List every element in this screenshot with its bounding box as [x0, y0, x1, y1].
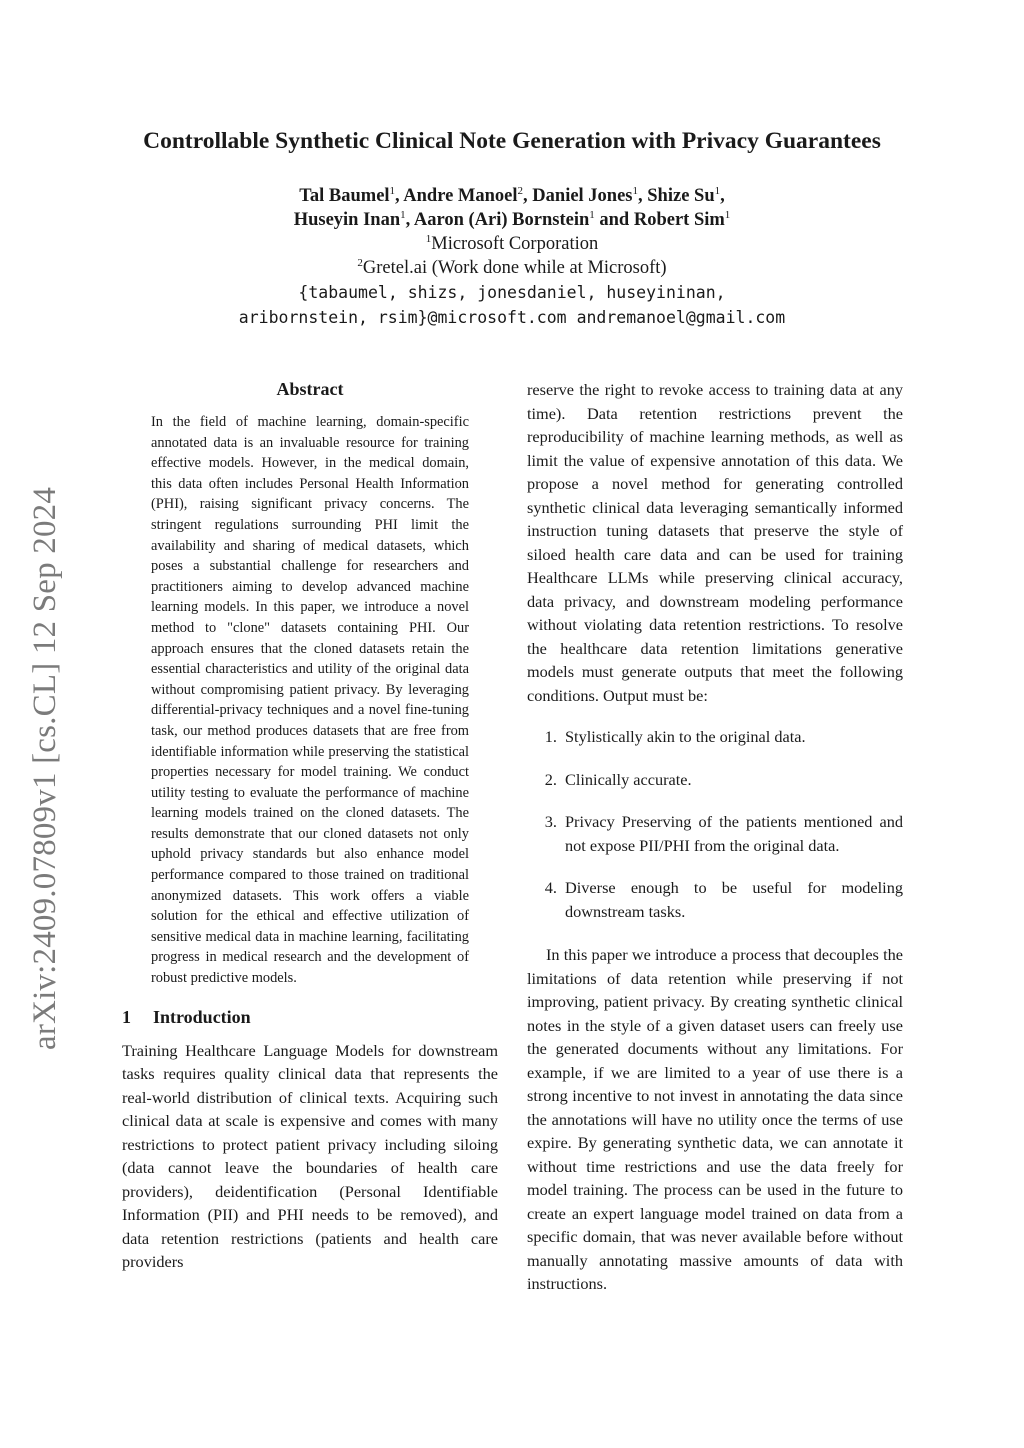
conditions-list	[527, 725, 903, 923]
paper-title: Controllable Synthetic Clinical Note Generation with Privacy Guarantees	[143, 128, 881, 154]
author-line-2	[0, 208, 1024, 232]
author-name: Andre Manoel	[403, 186, 518, 206]
author-sep: ,	[523, 186, 533, 206]
section-title: Introduction	[153, 1006, 251, 1027]
intro-paragraph-2: In this paper we introduce a process that decouples the limitations of data retention while preserving if not improving, patient privacy. By creating synthetic clinical notes in the style of a given dataset users can freely use the generated documents without any limitations. For example, if we are limited to a year of use there is a strong incentive to not invest in annotating the data since the annotations will have no utility once the terms of use expire. By generating synthetic data, we can annotate it without time restrictions and use the data freely for model training. The process can be used in the future to create an expert language model trained on data from a specific domain, that was never available before without manually annotating massive amounts of data with instructions.	[527, 945, 903, 1293]
author-sup: 1	[389, 185, 396, 197]
list-item	[527, 725, 903, 749]
author-name: Daniel Jones	[532, 186, 633, 206]
author-sep: and	[594, 210, 634, 230]
author-sep: ,	[405, 210, 414, 230]
arxiv-side-stamp: arXiv:2409.07809v1 [cs.CL] 12 Sep 2024	[27, 486, 63, 1050]
list-number: 1.	[544, 727, 557, 746]
affiliation-text: Gretel.ai (Work done while at Microsoft)	[362, 258, 667, 278]
author-name: Shize Su	[647, 186, 715, 206]
author-sup: 1	[724, 209, 731, 221]
abstract-text: In the field of machine learning, domain-specific annotated data is an invaluable resource for training effective models. However, in the medical domain, this data often includes Personal Health Information (PHI), raising significant privacy concerns. The stringent regulations surrounding PHI limit the availability and sharing of medical datasets, which poses a substantial challenge for researchers and practitioners aiming to develop advanced machine learning models. In this paper, we introduce a novel method to "clone" datasets containing PHI. Our approach ensures that the cloned datasets retain the essential characteristics and utility of the original data without compromising patient privacy. By leveraging differential-privacy techniques and a novel fine-tuning task, our method produces datasets that are free from identifiable information while preserving the statistical properties necessary for model training. We conduct utility testing to evaluate the performance of machine learning models trained on the cloned datasets. The results demonstrate that our cloned datasets not only uphold privacy standards but also enhance model performance compared to those trained on traditional anonymized datasets. This work offers a viable solution for the ethical and effective utilization of sensitive medical data in machine learning, facilitating progress in medical research and the development of robust predictive models.	[151, 414, 469, 987]
author-sep: ,	[395, 186, 404, 206]
list-number: 4.	[544, 878, 557, 897]
author-name: Robert Sim	[633, 210, 725, 230]
affiliation-2	[0, 256, 1024, 280]
author-name: Tal Baumel	[299, 186, 390, 206]
author-sup: 1	[400, 209, 406, 221]
author-name: Aaron (Ari) Bornstein	[413, 210, 590, 230]
list-item	[527, 768, 903, 792]
list-number: 3.	[544, 812, 557, 831]
abstract-heading: Abstract	[276, 379, 344, 399]
list-item	[527, 876, 903, 923]
email-group: aribornstein, rsim}@microsoft.com	[238, 308, 567, 327]
section-number: 1	[122, 1006, 131, 1027]
affiliation-sup: 2	[357, 257, 363, 269]
list-text: Stylistically akin to the original data.	[565, 727, 806, 746]
affiliation-sup: 1	[425, 233, 432, 245]
author-sup: 2	[517, 185, 524, 197]
list-text: Privacy Preserving of the patients mentioned and not expose PII/PHI from the original data.	[565, 812, 903, 855]
author-sup: 1	[589, 209, 595, 221]
affiliation-text: Microsoft Corporation	[431, 234, 599, 254]
intro-paragraph-part1: Training Healthcare Language Models for downstream tasks requires quality clinical data that represents the real-world distribution of clinical texts. Acquiring such clinical data at scale is expensive and comes with many restrictions to protect patient privacy including siloing (data cannot leave the boundaries of health care providers), deidentification (Personal Identifiable Information (PII) and PHI needs to be removed), and data retention restrictions (patients and health care providers	[122, 1040, 498, 1272]
email-line-1: {tabaumel, shizs, jonesdaniel, huseyininan,	[298, 283, 726, 302]
author-line-1	[0, 184, 1024, 208]
author-sup: 1	[714, 185, 721, 197]
list-text: Diverse enough to be useful for modeling downstream tasks.	[565, 878, 903, 921]
list-number: 2.	[544, 769, 557, 789]
author-name: Huseyin Inan	[293, 210, 401, 230]
email-line-2	[0, 305, 1024, 330]
list-item	[527, 810, 903, 857]
list-text: Clinically accurate.	[565, 769, 692, 789]
email-individual: andremanoel@gmail.com	[576, 308, 786, 327]
left-column	[122, 376, 498, 1274]
author-block	[0, 184, 1024, 330]
affiliation-1	[0, 232, 1024, 256]
intro-paragraph-part2: reserve the right to revoke access to training data at any time). Data retention restrictions prevent the reproducibility of machine learning methods, as well as limit the value of expensive annotation of this data. We propose a novel method for generating controlled synthetic clinical data leveraging semantically informed instruction tuning datasets that preserve the style of siloed health care data and can be used for training Healthcare LLMs while preserving clinical accuracy, data privacy, and downstream modeling performance without violating data retention restrictions. To resolve the healthcare data retention limitations generative models must generate outputs that meet the following conditions. Output must be:	[527, 380, 903, 705]
author-sep: ,	[720, 186, 725, 206]
section-heading	[122, 1005, 498, 1029]
author-sep: ,	[638, 186, 648, 206]
author-sup: 1	[632, 185, 639, 197]
right-column	[527, 378, 903, 1296]
